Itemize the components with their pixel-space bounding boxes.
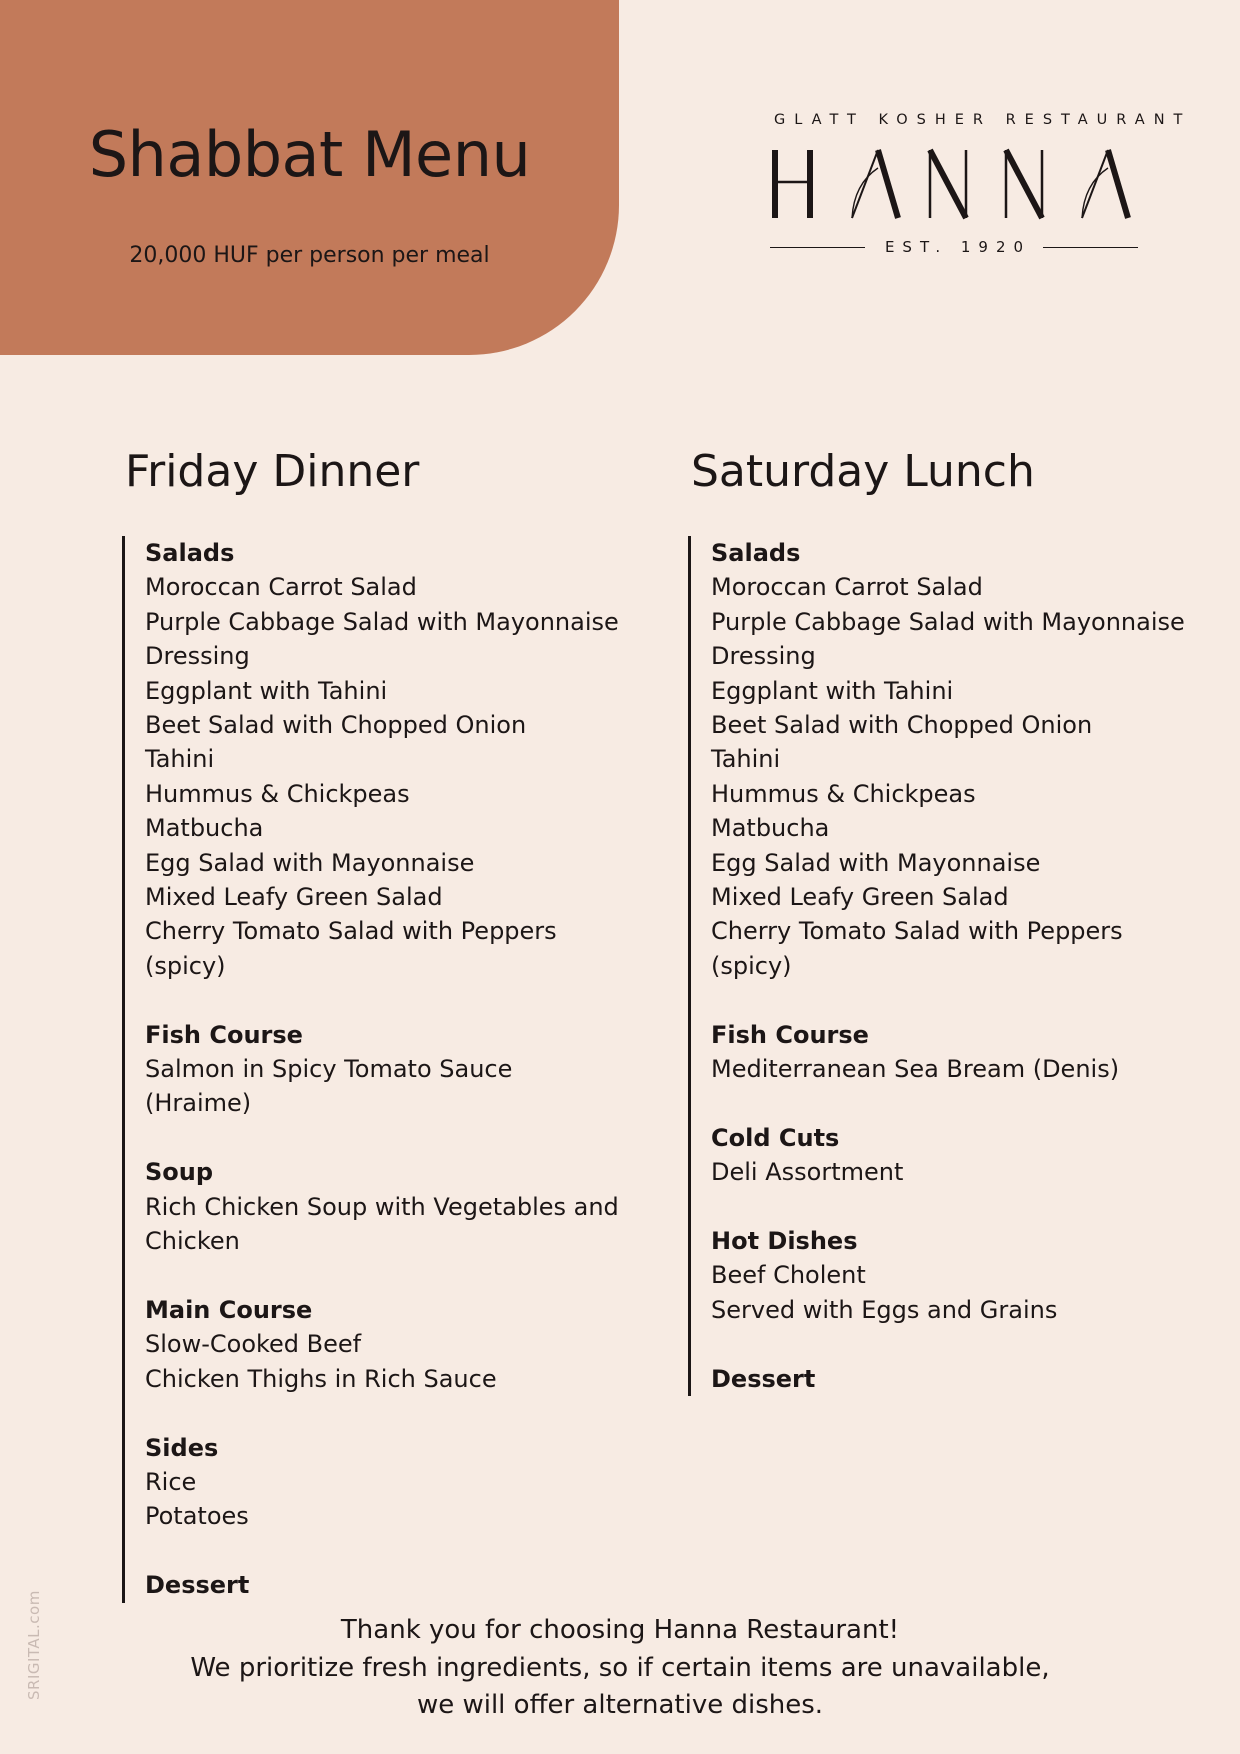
section-title: Hot Dishes [711, 1227, 858, 1256]
page-title: Shabbat Menu [88, 118, 531, 191]
dish-item: Slow-Cooked Beef [145, 1330, 362, 1359]
dish-item: Deli Assortment [711, 1158, 904, 1187]
section-title: Dessert [145, 1571, 250, 1600]
dish-item: Chicken Thighs in Rich Sauce [145, 1364, 497, 1393]
dish-list [711, 1155, 1188, 1189]
friday-dinner-column [122, 440, 622, 1603]
column-heading: Saturday Lunch [691, 446, 1035, 497]
dish-item: Mixed Leafy Green Salad [145, 883, 443, 912]
logo-est-text: EST. 1920 [884, 238, 1032, 256]
dish-item: Moroccan Carrot Salad [711, 573, 983, 602]
dish-list [711, 570, 1188, 983]
dish-item: Rice [145, 1467, 197, 1496]
dish-item: Potatoes [145, 1502, 249, 1531]
section-title: Salads [145, 539, 235, 567]
menu-section [711, 1018, 1188, 1087]
section-title: Cold Cuts [711, 1123, 840, 1152]
dish-item: Tahini [711, 745, 781, 774]
section-title: Soup [145, 1158, 214, 1187]
section-title: Salads [711, 539, 801, 567]
dish-item: Beet Salad with Chopped Onion [145, 711, 527, 740]
logo-divider-right [1043, 247, 1138, 248]
logo-established [770, 238, 1138, 256]
dish-item: Tahini [145, 745, 215, 774]
menu-section [145, 1155, 622, 1258]
menu-section [711, 1362, 1188, 1396]
saturday-lunch-column [688, 440, 1188, 1396]
dish-item: Cherry Tomato Salad with Peppers (spicy) [711, 917, 1123, 980]
dish-list [145, 570, 622, 983]
dish-item: Served with Eggs and Grains [711, 1295, 1058, 1324]
menu-sections [688, 536, 1188, 1396]
dish-item: Eggplant with Tahini [145, 676, 388, 705]
price-note: 20,000 HUF per person per meal [129, 243, 490, 268]
dish-item: Eggplant with Tahini [711, 676, 954, 705]
dish-item: Hummus & Chickpeas [145, 779, 410, 808]
logo-divider-left [770, 247, 865, 248]
section-title: Fish Course [145, 1020, 303, 1049]
column-heading: Friday Dinner [125, 446, 420, 497]
dish-item: Purple Cabbage Salad with Mayonnaise Dressing [711, 607, 1185, 671]
section-title: Fish Course [711, 1020, 869, 1049]
menu-section [711, 536, 1188, 983]
footer-line: we will offer alternative dishes. [416, 1690, 824, 1720]
section-title: Dessert [711, 1364, 816, 1393]
dish-item: Purple Cabbage Salad with Mayonnaise Dressing [145, 607, 619, 671]
dish-item: Salmon in Spicy Tomato Sauce (Hraime) [145, 1055, 513, 1118]
section-title: Main Course [145, 1295, 313, 1324]
dish-item: Matbucha [711, 814, 830, 843]
dish-list [711, 1052, 1188, 1086]
footer-line: We prioritize fresh ingredients, so if certain items are unavailable, [190, 1652, 1050, 1683]
dish-list [145, 1327, 622, 1396]
dish-list [145, 1190, 622, 1259]
dish-item: Matbucha [145, 814, 264, 843]
menu-section [711, 1224, 1188, 1327]
watermark: SRIGITAL.com [25, 1590, 43, 1700]
logo-tagline: GLATT KOSHER RESTAURANT [774, 112, 1192, 128]
menu-sections [122, 536, 622, 1603]
restaurant-logo [770, 112, 1192, 256]
menu-section [711, 1121, 1188, 1190]
dish-item: Beet Salad with Chopped Onion [711, 711, 1093, 740]
dish-list [145, 1052, 622, 1121]
section-title: Sides [145, 1433, 219, 1462]
dish-item: Beef Cholent [711, 1261, 866, 1290]
dish-item: Moroccan Carrot Salad [145, 573, 417, 602]
dish-list [711, 1258, 1188, 1327]
logo-wordmark [770, 148, 1138, 220]
menu-section [145, 1018, 622, 1121]
footer-note [0, 1612, 1240, 1725]
dish-item: Egg Salad with Mayonnaise [145, 848, 475, 877]
menu-section [145, 1431, 622, 1534]
header-banner [0, 0, 619, 355]
dish-item: Hummus & Chickpeas [711, 779, 976, 808]
dish-item: Cherry Tomato Salad with Peppers (spicy) [145, 917, 557, 980]
dish-item: Rich Chicken Soup with Vegetables and Chicken [145, 1192, 619, 1256]
dish-item: Mediterranean Sea Bream (Denis) [711, 1055, 1120, 1084]
menu-section [145, 1293, 622, 1396]
dish-item: Mixed Leafy Green Salad [711, 883, 1009, 912]
menu-section [145, 536, 622, 983]
menu-section [145, 1568, 622, 1602]
footer-line: Thank you for choosing Hanna Restaurant! [340, 1615, 900, 1645]
dish-list [145, 1465, 622, 1534]
dish-item: Egg Salad with Mayonnaise [711, 848, 1041, 877]
